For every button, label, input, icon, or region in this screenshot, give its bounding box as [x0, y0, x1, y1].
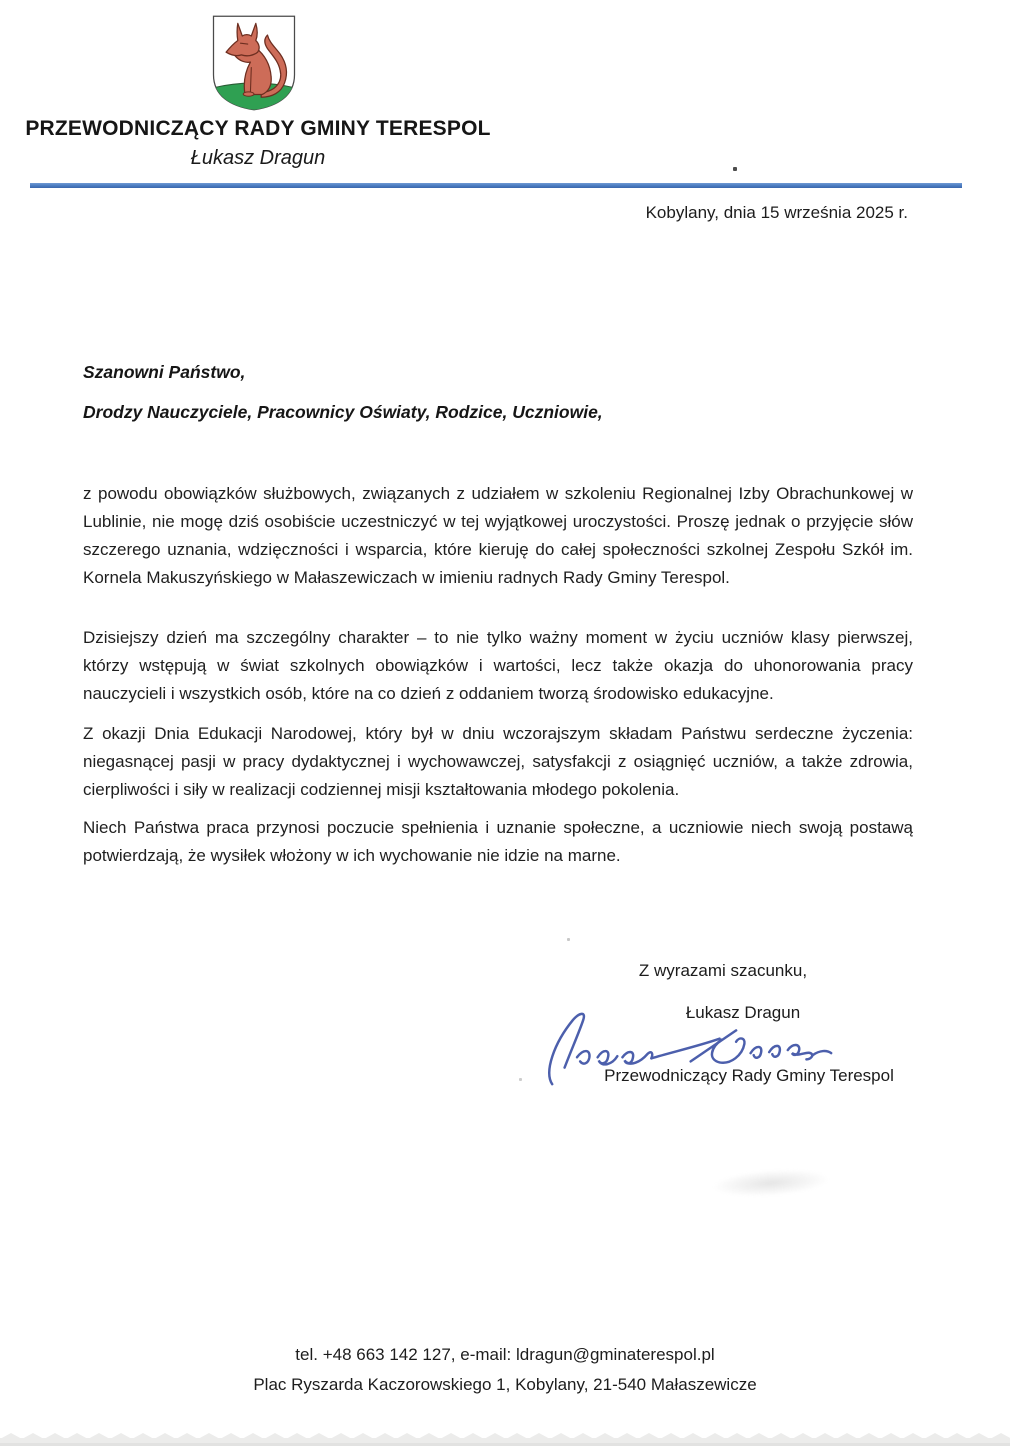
body-paragraph-2: Dzisiejszy dzień ma szczególny charakter – to nie tylko ważny moment w życiu uczniów klasy pierwszej, którzy wstępują w świat szkolnych obowiązków i wartości, lecz także okazja do uhonorowania pracy nauczycieli i wszystkich osób, które na co dzień z oddaniem tworzą środowisko edukacyjne.	[83, 628, 913, 703]
signer-title: Przewodniczący Rady Gminy Terespol	[604, 1066, 894, 1085]
letterhead-title: PRZEWODNICZĄCY RADY GMINY TERESPOL	[25, 117, 491, 140]
salutation-line-2: Drodzy Nauczyciele, Pracownicy Oświaty, Rodzice, Uczniowie,	[83, 402, 603, 422]
dateline: Kobylany, dnia 15 września 2025 r.	[645, 203, 908, 222]
signer-name: Łukasz Dragun	[685, 1003, 801, 1022]
body-paragraph-4: Niech Państwa praca przynosi poczucie spełnienia i uznanie społeczne, a uczniowie niech swoją postawą potwierdzają, że wysiłek włożony w ich wychowanie nie idzie na marne.	[83, 818, 913, 865]
footer-line-address: Plac Ryszarda Kaczorowskiego 1, Kobylany, 21-540 Małaszewicze	[253, 1375, 757, 1394]
letterhead-name: Łukasz Dragun	[190, 147, 326, 169]
scan-smudge	[711, 1166, 831, 1200]
coat-of-arms-fox-icon	[209, 13, 299, 113]
scan-speck	[733, 167, 737, 171]
valediction: Z wyrazami szacunku,	[638, 961, 808, 980]
footer-line-phone-email: tel. +48 663 142 127, e-mail: ldragun@gminaterespol.pl	[295, 1345, 715, 1364]
scan-speck	[567, 938, 570, 941]
body-paragraph-1: z powodu obowiązków służbowych, związanych z udziałem w szkoleniu Regionalnej Izby Obrachunkowej w Lublinie, nie mogę dziś osobiście uczestniczyć w tej wyjątkowej uroczystości. Proszę jednak o przyjęcie słów szczerego uznania, wdzięczności i wsparcia, które kieruję do całej społeczności szkolnej Zespołu Szkół im. Kornela Makuszyńskiego w Małaszewiczach w imieniu radnych Rady Gminy Terespol.	[83, 484, 913, 587]
letterhead-divider-rule	[30, 183, 962, 188]
scan-bottom-edge	[0, 1432, 1010, 1446]
scan-speck	[519, 1078, 522, 1081]
footer-contact	[0, 1340, 1010, 1400]
body-paragraph-3: Z okazji Dnia Edukacji Narodowej, który był w dniu wczorajszym składam Państwu serdeczne życzenia: niegasnącej pasji w pracy dydaktycznej i wychowawczej, satysfakcji z osiągnięć uczniów, a także zdrowia, cierpliwości i siły w realizacji codziennej misji kształtowania młodego pokolenia.	[83, 724, 913, 799]
salutation-line-1: Szanowni Państwo,	[83, 362, 246, 382]
